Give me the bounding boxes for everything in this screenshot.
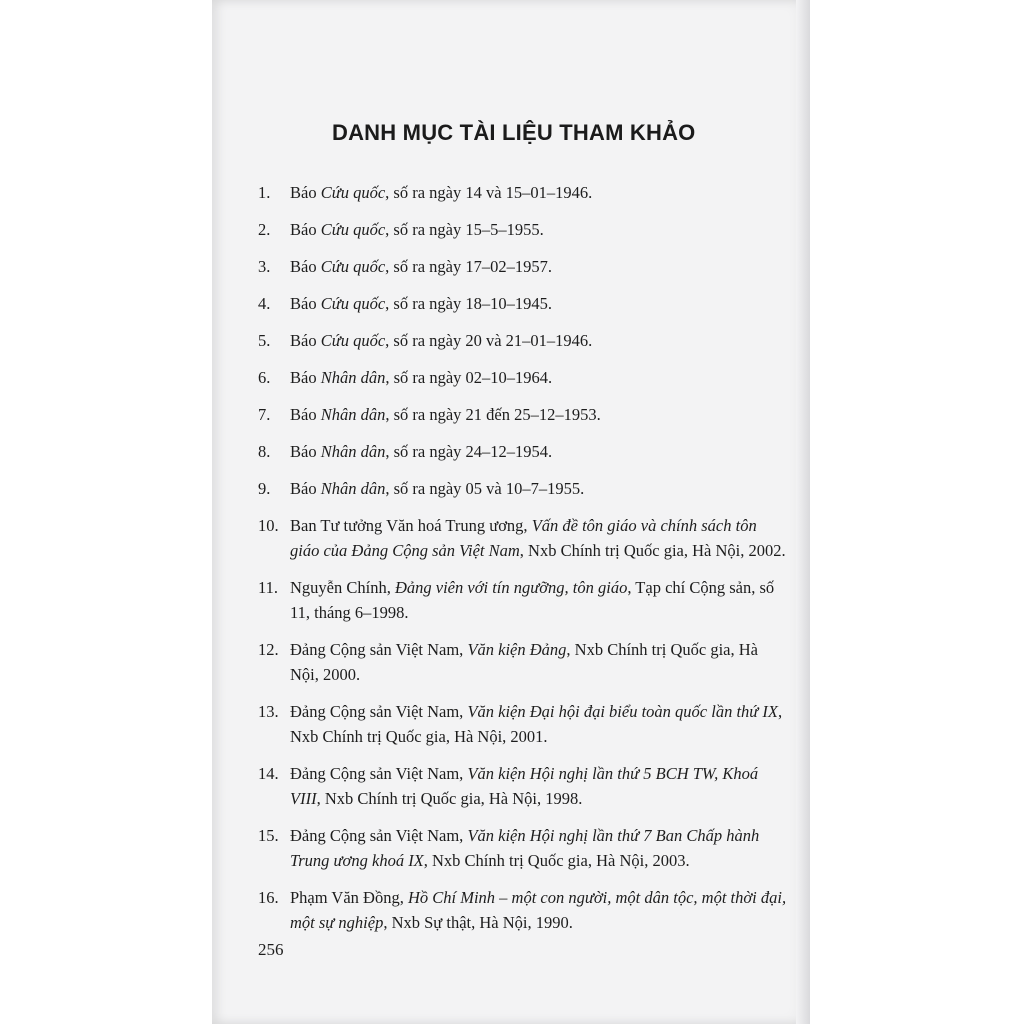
reference-title: Cứu quốc bbox=[320, 294, 386, 313]
reference-title: Cứu quốc bbox=[320, 183, 386, 202]
reference-item bbox=[258, 513, 788, 563]
page-title: DANH MỤC TÀI LIỆU THAM KHẢO bbox=[332, 120, 696, 145]
reference-title: Đảng viên với tín ngưỡng, tôn giáo bbox=[394, 578, 628, 597]
reference-text bbox=[290, 217, 788, 242]
reference-text bbox=[290, 823, 788, 873]
reference-author: Đảng Cộng sản Việt Nam, bbox=[290, 764, 468, 783]
reference-author: Báo bbox=[290, 183, 321, 202]
reference-title: Cứu quốc bbox=[320, 257, 386, 276]
reference-author: Báo bbox=[290, 442, 321, 461]
reference-author: Đảng Cộng sản Việt Nam, bbox=[290, 640, 468, 659]
reference-list bbox=[258, 180, 788, 947]
reference-details: , Nxb Chính trị Quốc gia, Hà Nội, 2001. bbox=[290, 702, 783, 746]
reference-number: 4. bbox=[258, 294, 271, 313]
reference-number: 12. bbox=[258, 640, 279, 659]
reference-number: 16. bbox=[258, 888, 279, 907]
reference-title: Hồ Chí Minh – một con người, một dân tộc, một thời đại, một sự nghiệp bbox=[290, 888, 787, 932]
reference-number: 15. bbox=[258, 826, 279, 845]
reference-details: , số ra ngày 20 và 21–01–1946. bbox=[385, 331, 593, 350]
reference-item bbox=[258, 291, 788, 316]
reference-text bbox=[290, 180, 788, 205]
reference-details: , Nxb Chính trị Quốc gia, Hà Nội, 1998. bbox=[316, 789, 583, 808]
reference-item bbox=[258, 439, 788, 464]
reference-number: 9. bbox=[258, 479, 271, 498]
reference-item bbox=[258, 476, 788, 501]
reference-item bbox=[258, 761, 788, 811]
reference-title: Cứu quốc bbox=[320, 331, 386, 350]
reference-item bbox=[258, 402, 788, 427]
reference-number: 11. bbox=[258, 578, 279, 597]
reference-title: Nhân dân bbox=[320, 442, 386, 461]
reference-item bbox=[258, 637, 788, 687]
reference-author: Báo bbox=[290, 294, 321, 313]
reference-item bbox=[258, 823, 788, 873]
reference-item bbox=[258, 217, 788, 242]
reference-text bbox=[290, 291, 788, 316]
reference-details: , Nxb Chính trị Quốc gia, Hà Nội, 2000. bbox=[290, 640, 758, 684]
reference-title: Văn kiện Đảng bbox=[467, 640, 567, 659]
reference-item bbox=[258, 575, 788, 625]
reference-text bbox=[290, 402, 788, 427]
reference-details: , số ra ngày 14 và 15–01–1946. bbox=[385, 183, 593, 202]
reference-number: 14. bbox=[258, 764, 279, 783]
reference-text bbox=[290, 699, 788, 749]
reference-author: Phạm Văn Đồng, bbox=[290, 888, 408, 907]
reference-author: Báo bbox=[290, 479, 321, 498]
reference-number: 10. bbox=[258, 516, 279, 535]
reference-number: 6. bbox=[258, 368, 271, 387]
reference-text bbox=[290, 439, 788, 464]
reference-author: Báo bbox=[290, 257, 321, 276]
reference-details: , Nxb Chính trị Quốc gia, Hà Nội, 2002. bbox=[519, 541, 786, 560]
reference-title: Cứu quốc bbox=[320, 220, 386, 239]
reference-details: , số ra ngày 15–5–1955. bbox=[385, 220, 544, 239]
reference-author: Báo bbox=[290, 368, 321, 387]
reference-author: Báo bbox=[290, 220, 321, 239]
reference-number: 2. bbox=[258, 220, 271, 239]
reference-number: 1. bbox=[258, 183, 271, 202]
reference-details: , số ra ngày 17–02–1957. bbox=[385, 257, 552, 276]
reference-title: Nhân dân bbox=[320, 479, 386, 498]
reference-details: , số ra ngày 24–12–1954. bbox=[385, 442, 553, 461]
reference-details: , số ra ngày 02–10–1964. bbox=[385, 368, 553, 387]
reference-details: , Nxb Chính trị Quốc gia, Hà Nội, 2003. bbox=[423, 851, 690, 870]
reference-text bbox=[290, 637, 788, 687]
reference-text bbox=[290, 885, 788, 935]
reference-details: , số ra ngày 05 và 10–7–1955. bbox=[385, 479, 585, 498]
reference-author: Đảng Cộng sản Việt Nam, bbox=[290, 826, 468, 845]
reference-author: Báo bbox=[290, 405, 321, 424]
reference-number: 7. bbox=[258, 405, 271, 424]
reference-author: Ban Tư tưởng Văn hoá Trung ương, bbox=[290, 516, 532, 535]
reference-text bbox=[290, 513, 788, 563]
reference-item bbox=[258, 699, 788, 749]
reference-text bbox=[290, 476, 788, 501]
page-number: 256 bbox=[258, 940, 284, 959]
reference-title: Nhân dân bbox=[320, 368, 386, 387]
reference-title: Văn kiện Hội nghị lần thứ 7 Ban Chấp hành Trung ương khoá IX bbox=[290, 826, 760, 870]
reference-text bbox=[290, 575, 788, 625]
reference-text bbox=[290, 328, 788, 353]
reference-details: , Nxb Sự thật, Hà Nội, 1990. bbox=[383, 913, 573, 932]
reference-text bbox=[290, 254, 788, 279]
page-edge-shadow bbox=[796, 0, 810, 1024]
reference-details: , số ra ngày 21 đến 25–12–1953. bbox=[385, 405, 601, 424]
reference-item bbox=[258, 365, 788, 390]
reference-number: 3. bbox=[258, 257, 271, 276]
reference-item bbox=[258, 180, 788, 205]
reference-number: 13. bbox=[258, 702, 279, 721]
reference-title: Nhân dân bbox=[320, 405, 386, 424]
reference-item bbox=[258, 885, 788, 935]
reference-item bbox=[258, 254, 788, 279]
reference-text bbox=[290, 365, 788, 390]
reference-title: Văn kiện Hội nghị lần thứ 5 BCH TW, Khoá VIII bbox=[290, 764, 759, 808]
reference-author: Đảng Cộng sản Việt Nam, bbox=[290, 702, 468, 721]
reference-title: Vấn đề tôn giáo và chính sách tôn giáo của Đảng Cộng sản Việt Nam bbox=[290, 516, 757, 560]
reference-details: , số ra ngày 18–10–1945. bbox=[385, 294, 552, 313]
reference-author: Nguyễn Chính, bbox=[290, 578, 395, 597]
reference-number: 5. bbox=[258, 331, 271, 350]
reference-item bbox=[258, 328, 788, 353]
reference-number: 8. bbox=[258, 442, 271, 461]
reference-title: Văn kiện Đại hội đại biểu toàn quốc lần thứ IX bbox=[467, 702, 778, 721]
reference-author: Báo bbox=[290, 331, 321, 350]
reference-details: , Tạp chí Cộng sản, số 11, tháng 6–1998. bbox=[290, 578, 775, 622]
reference-text bbox=[290, 761, 788, 811]
